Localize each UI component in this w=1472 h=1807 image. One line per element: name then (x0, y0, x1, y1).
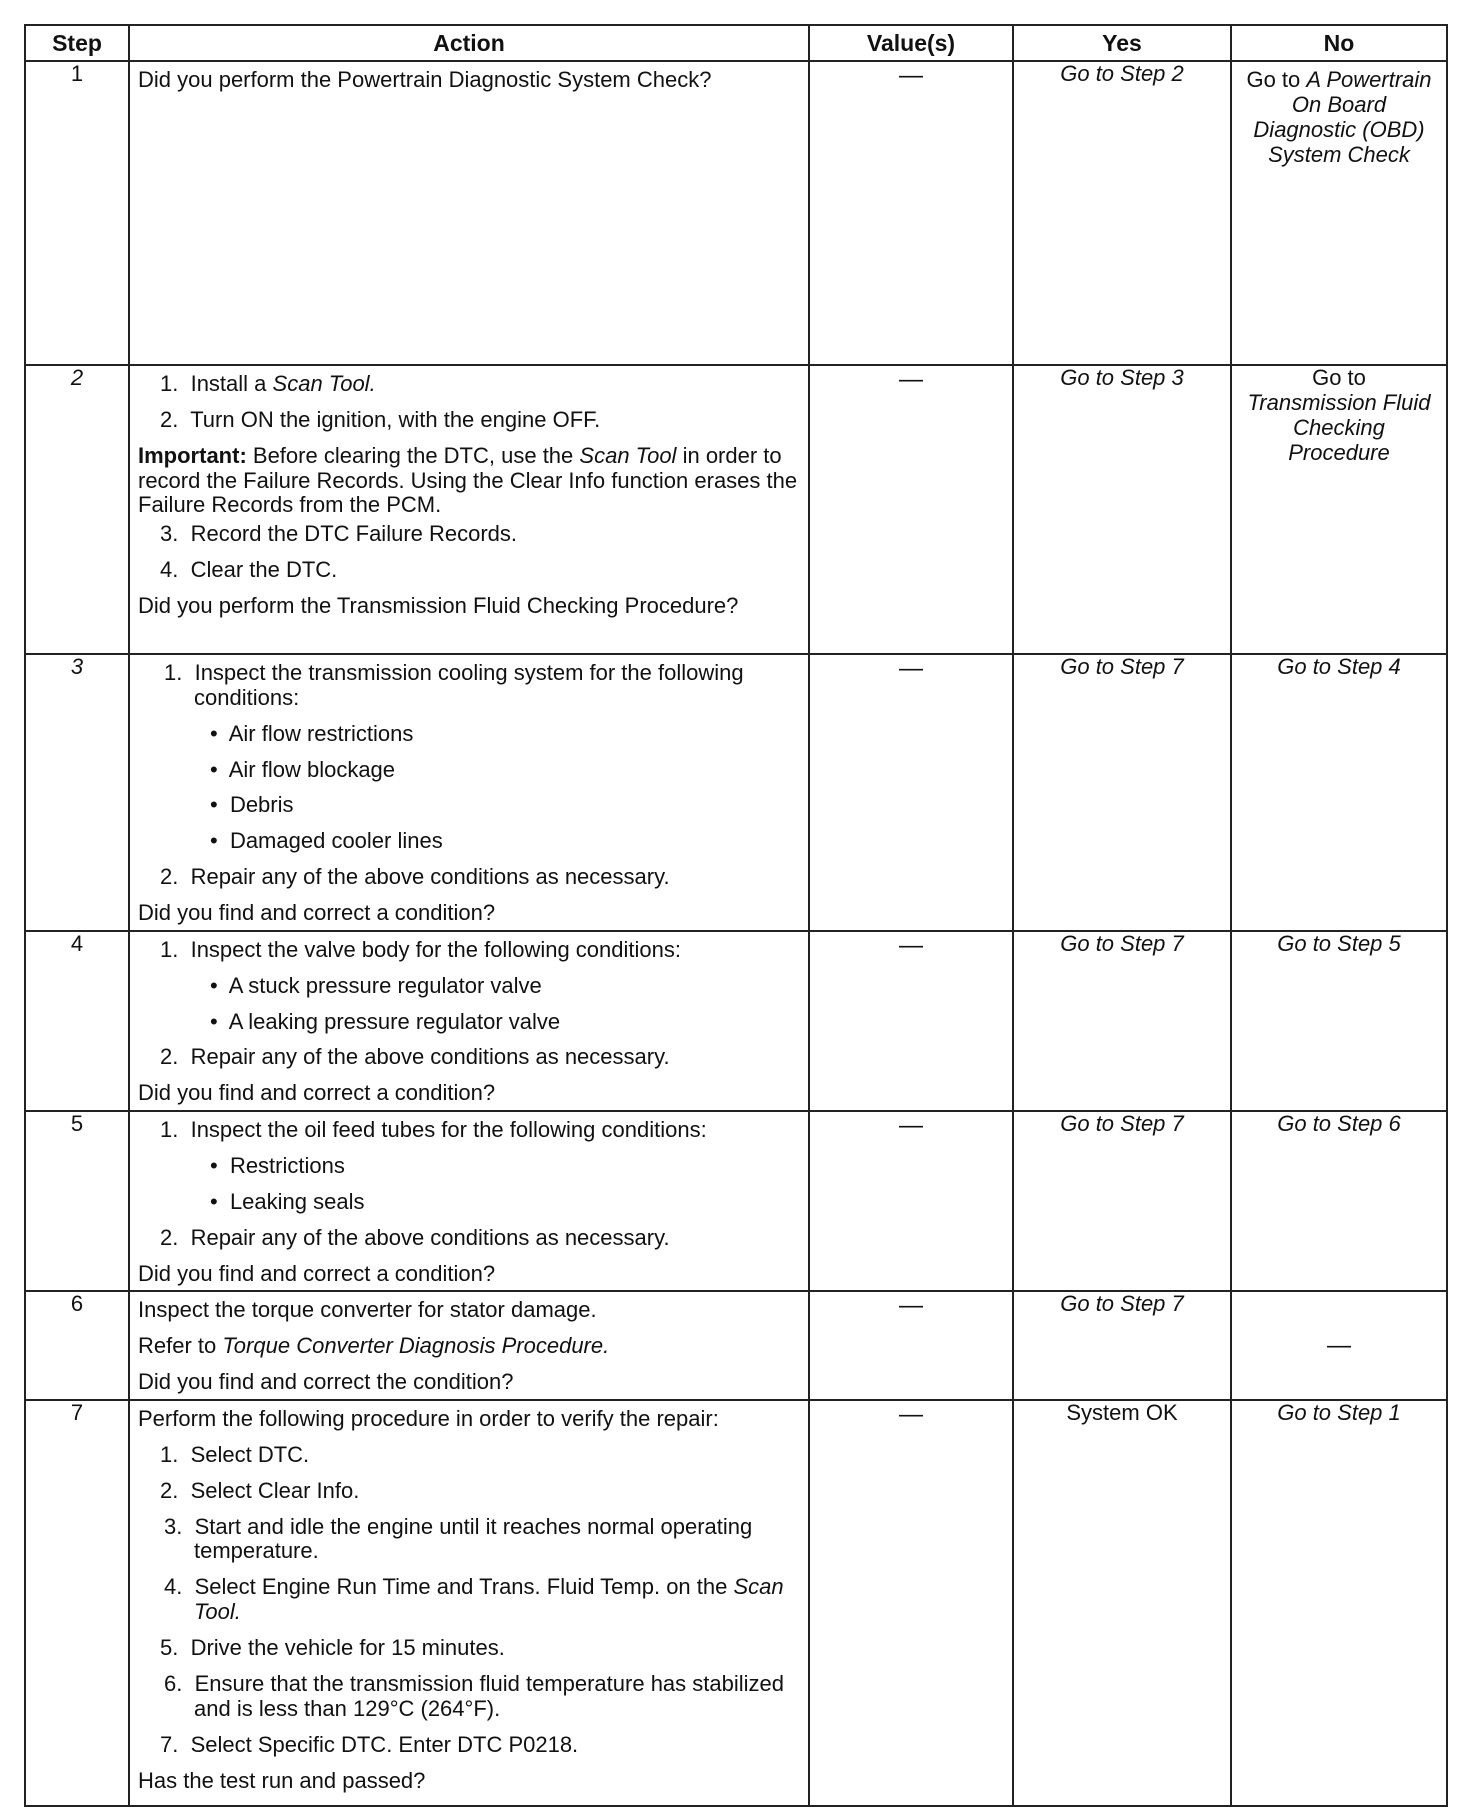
action-step-2: 2. Turn ON the ignition, with the engine OFF. (160, 406, 601, 432)
yes-cell: Go to Step 7 (1013, 654, 1231, 931)
action-step-5: 5. Drive the vehicle for 15 minutes. (160, 1635, 505, 1661)
value-cell: — (809, 365, 1013, 654)
step-number: 7 (25, 1400, 129, 1806)
no-cell (1231, 61, 1447, 365)
action-cell (129, 61, 809, 365)
yes-cell: Go to Step 3 (1013, 365, 1231, 654)
action-cell (129, 654, 809, 931)
condition-item: • Air flow restrictions (210, 720, 414, 746)
action-cell (129, 365, 809, 654)
action-step-1: 1. Inspect the valve body for the following conditions: (160, 936, 681, 962)
action-line-1: Inspect the torque converter for stator damage. (138, 1297, 597, 1323)
action-cell (129, 931, 809, 1111)
no-prefix: Go to (1312, 365, 1366, 390)
header-action: Action (129, 25, 809, 61)
no-cell: Go to Step 1 (1231, 1400, 1447, 1806)
important-note: Important: Before clearing the DTC, use the Scan Tool in order to record the Failure Records. Using the Clear Info function erases the Failure Records from the PCM. (138, 442, 798, 518)
action-step-2: 2. Repair any of the above conditions as necessary. (160, 864, 670, 890)
action-question: Did you find and correct the condition? (138, 1369, 514, 1395)
no-link: Transmission Fluid Checking Procedure (1247, 389, 1431, 465)
table-row-step-2 (25, 365, 1447, 654)
action-step-2: 2. Select Clear Info. (160, 1477, 360, 1503)
yes-cell: Go to Step 7 (1013, 1111, 1231, 1291)
action-step-3: 3. Record the DTC Failure Records. (160, 521, 518, 547)
header-row (25, 25, 1447, 61)
condition-item: • Debris (210, 792, 294, 818)
step-number: 6 (25, 1291, 129, 1400)
value-cell: — (809, 1111, 1013, 1291)
condition-item: • Air flow blockage (210, 756, 396, 782)
yes-cell: Go to Step 7 (1013, 1291, 1231, 1400)
action-cell (129, 1111, 809, 1291)
no-link: A Powertrain On Board Diagnostic (OBD) System Check (1253, 67, 1432, 167)
header-yes: Yes (1013, 25, 1231, 61)
diagnostic-table (24, 24, 1448, 1807)
yes-cell: System OK (1013, 1400, 1231, 1806)
table-row-step-1 (25, 61, 1447, 365)
step-number: 4 (25, 931, 129, 1111)
yes-cell: Go to Step 7 (1013, 931, 1231, 1111)
no-prefix: Go to (1246, 67, 1301, 92)
no-cell: Go to Step 5 (1231, 931, 1447, 1111)
value-cell: — (809, 1291, 1013, 1400)
action-cell (129, 1400, 809, 1806)
action-step-1: 1. Inspect the transmission cooling system for the following conditions: (164, 660, 744, 710)
value-cell: — (809, 1400, 1013, 1806)
no-cell: Go to Step 6 (1231, 1111, 1447, 1291)
action-question: Did you find and correct a condition? (138, 900, 496, 926)
condition-item: • Damaged cooler lines (210, 828, 443, 854)
yes-cell: Go to Step 2 (1013, 61, 1231, 365)
table-row-step-6 (25, 1291, 1447, 1400)
header-no: No (1231, 25, 1447, 61)
action-cell (129, 1291, 809, 1400)
action-question: Has the test run and passed? (138, 1767, 426, 1793)
action-intro: Perform the following procedure in order to verify the repair: (138, 1406, 719, 1432)
action-question: Did you perform the Powertrain Diagnostic System Check? (138, 67, 712, 92)
table-row-step-5 (25, 1111, 1447, 1291)
no-cell (1231, 365, 1447, 654)
action-step-2: 2. Repair any of the above conditions as necessary. (160, 1224, 670, 1250)
action-step-6: 6. Ensure that the transmission fluid temperature has stabilized and is less than 129°C (264°F). (164, 1670, 784, 1721)
step-number: 2 (25, 365, 129, 654)
no-cell: — (1231, 1291, 1447, 1400)
table-row-step-4 (25, 931, 1447, 1111)
header-values: Value(s) (809, 25, 1013, 61)
value-cell: — (809, 931, 1013, 1111)
table-row-step-7 (25, 1400, 1447, 1806)
condition-item: • Leaking seals (210, 1188, 365, 1214)
step-number: 3 (25, 654, 129, 931)
step-number: 5 (25, 1111, 129, 1291)
action-step-1: 1. Install a Scan Tool. (160, 371, 376, 396)
action-line-2: Refer to Torque Converter Diagnosis Procedure. (138, 1333, 610, 1359)
action-question: Did you perform the Transmission Fluid Checking Procedure? (138, 593, 739, 619)
value-cell: — (809, 61, 1013, 365)
step-number: 1 (25, 61, 129, 365)
no-cell: Go to Step 4 (1231, 654, 1447, 931)
condition-item: • Restrictions (210, 1153, 345, 1179)
value-cell: — (809, 654, 1013, 931)
action-step-7: 7. Select Specific DTC. Enter DTC P0218. (160, 1731, 579, 1757)
condition-item: • A leaking pressure regulator valve (210, 1008, 561, 1034)
action-step-4: 4. Clear the DTC. (160, 557, 338, 583)
action-question: Did you find and correct a condition? (138, 1080, 496, 1106)
action-step-2: 2. Repair any of the above conditions as necessary. (160, 1044, 670, 1070)
action-step-3: 3. Start and idle the engine until it reaches normal operating temperature. (164, 1513, 753, 1564)
action-step-4: 4. Select Engine Run Time and Trans. Fluid Temp. on the Scan Tool. (164, 1574, 784, 1625)
condition-item: • A stuck pressure regulator valve (210, 972, 542, 998)
header-step: Step (25, 25, 129, 61)
table-row-step-3 (25, 654, 1447, 931)
action-question: Did you find and correct a condition? (138, 1260, 496, 1286)
action-step-1: 1. Inspect the oil feed tubes for the following conditions: (160, 1117, 707, 1143)
action-step-1: 1. Select DTC. (160, 1441, 310, 1467)
